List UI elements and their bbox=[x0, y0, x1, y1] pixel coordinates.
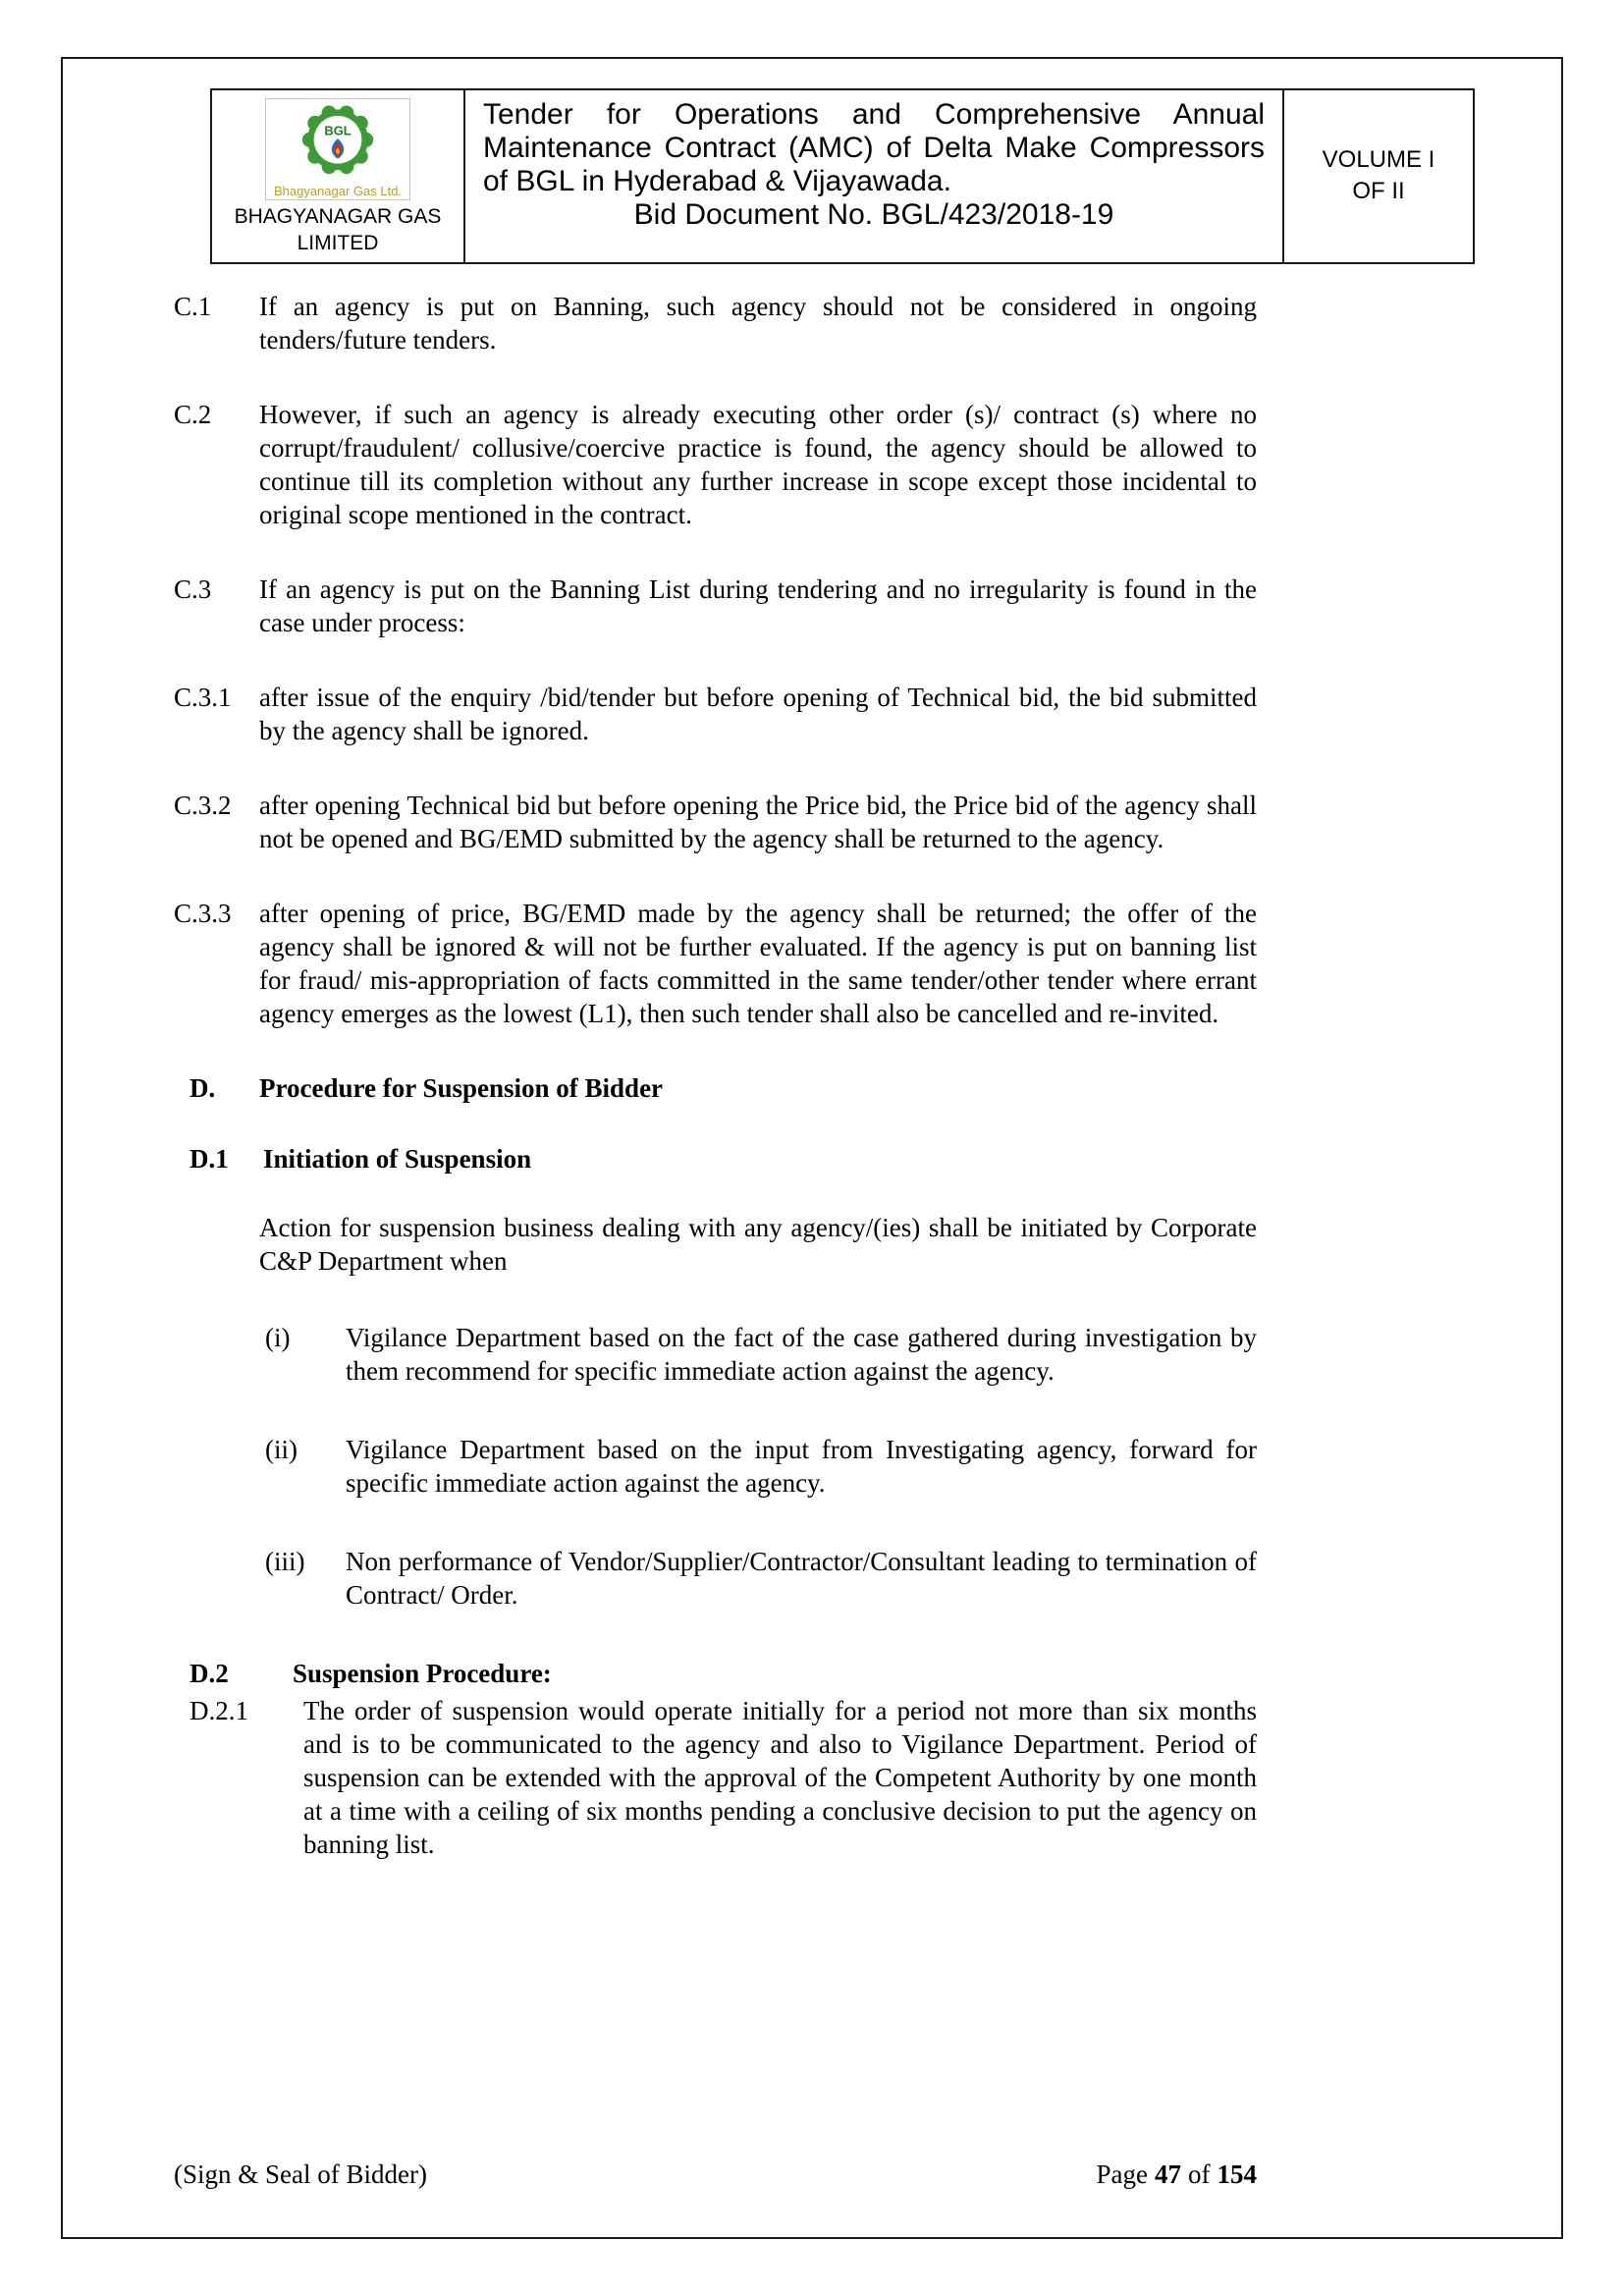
clause-number: C.3 bbox=[174, 574, 212, 604]
clause-number: D.2 bbox=[189, 1658, 229, 1688]
volume-label bbox=[1282, 90, 1473, 262]
clause-heading: Suspension Procedure: bbox=[293, 1658, 552, 1688]
list-item-text: Vigilance Department based on the fact of the case gathered during investigation by them recommend for specific immediate action against the agency. bbox=[346, 1322, 1257, 1386]
clause-text: If an agency is put on the Banning List during tendering and no irregularity is found in the case under process: bbox=[259, 574, 1257, 637]
page-footer bbox=[174, 2159, 1257, 2190]
clause-text: The order of suspension would operate initially for a period not more than six months and is to be communicated to the agency and also to Vigilance Department. Period of suspension can be extended with the approval of the Competent Authority by one month at a time with a ceiling of six months pending a conclusive decision to put the agency on banning list. bbox=[303, 1695, 1257, 1859]
clause-number: C.2 bbox=[174, 399, 212, 429]
section-heading: Procedure for Suspension of Bidder bbox=[259, 1072, 664, 1103]
clause-number: C.3.3 bbox=[174, 898, 232, 928]
total-pages: 154 bbox=[1217, 2159, 1257, 2189]
page-indicator bbox=[1097, 2159, 1257, 2190]
header-logo-cell bbox=[212, 90, 465, 262]
d1-intro-paragraph: Action for suspension business dealing with any agency/(ies) shall be initiated by Corporate C&P Department when bbox=[259, 1212, 1257, 1276]
clause-c3-1 bbox=[174, 681, 1257, 747]
clause-number: D.1 bbox=[189, 1143, 229, 1174]
clause-c3-3 bbox=[174, 897, 1257, 1030]
page-label: Page bbox=[1096, 2159, 1148, 2189]
section-d-heading-row bbox=[174, 1071, 1257, 1105]
document-body bbox=[174, 290, 1257, 1861]
list-item-number: (i) bbox=[265, 1322, 291, 1352]
clause-number: C.1 bbox=[174, 291, 212, 321]
clause-c1 bbox=[174, 290, 1257, 356]
list-item-text: Non performance of Vendor/Supplier/Contractor/Consultant leading to termination of Contract/ Order. bbox=[346, 1546, 1257, 1610]
bgl-logo bbox=[265, 98, 410, 200]
clause-text: However, if such an agency is already executing other order (s)/ contract (s) where no corrupt/fraudulent/ collusive/coercive practice is found, the agency should be allowed to continue till its completion without any further increase in scope except those incidental to original scope mentioned in the contract. bbox=[259, 399, 1257, 529]
logo-caption: Bhagyanagar Gas Ltd. bbox=[273, 184, 403, 198]
clause-number: C.3.2 bbox=[174, 790, 232, 820]
clause-number: D.2.1 bbox=[189, 1695, 248, 1725]
clause-d1-heading-row bbox=[174, 1142, 1257, 1175]
clause-d2-1 bbox=[174, 1694, 1257, 1861]
list-item-ii bbox=[265, 1433, 1257, 1500]
document-header bbox=[210, 88, 1475, 264]
volume-line-2: OF II bbox=[1352, 178, 1405, 205]
clause-d2-heading-row bbox=[174, 1657, 1257, 1690]
clause-c3-2 bbox=[174, 789, 1257, 855]
bgl-logo-icon bbox=[296, 101, 380, 180]
clause-number: C.3.1 bbox=[174, 682, 232, 712]
page-number: 47 bbox=[1155, 2159, 1181, 2189]
logo-text: BGL bbox=[324, 123, 352, 138]
document-title: Tender for Operations and Comprehensive Annual Maintenance Contract (AMC) of Delta Make Compressors of BGL in Hyderabad & Vijayawada. bbox=[483, 98, 1265, 197]
organization-name: BHAGYANAGAR GAS LIMITED bbox=[234, 205, 442, 254]
clause-c3 bbox=[174, 573, 1257, 639]
list-item-iii bbox=[265, 1545, 1257, 1612]
header-title-cell bbox=[465, 90, 1282, 262]
page-border bbox=[61, 57, 1563, 2239]
bid-document-number: Bid Document No. BGL/423/2018-19 bbox=[633, 198, 1114, 231]
clause-text: If an agency is put on Banning, such agency should not be considered in ongoing tenders/future tenders. bbox=[259, 291, 1257, 355]
section-number: D. bbox=[189, 1072, 216, 1103]
clause-text: after issue of the enquiry /bid/tender but before opening of Technical bid, the bid submitted by the agency shall be ignored. bbox=[259, 682, 1257, 745]
of-label: of bbox=[1188, 2159, 1211, 2189]
list-item-i bbox=[265, 1321, 1257, 1388]
clause-text: after opening Technical bid but before opening the Price bid, the Price bid of the agency shall not be opened and BG/EMD submitted by the agency shall be returned to the agency. bbox=[259, 790, 1257, 853]
clause-text: after opening of price, BG/EMD made by the agency shall be returned; the offer of the agency shall be ignored & will not be further evaluated. If the agency is put on banning list for fraud/ mis-appropriation of facts committed in the same tender/other tender where errant agency emerges as the lowest (L1), then such tender shall also be cancelled and re-invited. bbox=[259, 898, 1257, 1028]
clause-c2 bbox=[174, 398, 1257, 531]
volume-line-1: VOLUME I bbox=[1322, 146, 1435, 173]
clause-heading: Initiation of Suspension bbox=[263, 1143, 532, 1174]
list-item-text: Vigilance Department based on the input from Investigating agency, forward for specific immediate action against the agency. bbox=[346, 1434, 1257, 1498]
list-item-number: (ii) bbox=[265, 1434, 298, 1464]
sign-seal-note: (Sign & Seal of Bidder) bbox=[174, 2159, 427, 2189]
list-item-number: (iii) bbox=[265, 1546, 305, 1576]
